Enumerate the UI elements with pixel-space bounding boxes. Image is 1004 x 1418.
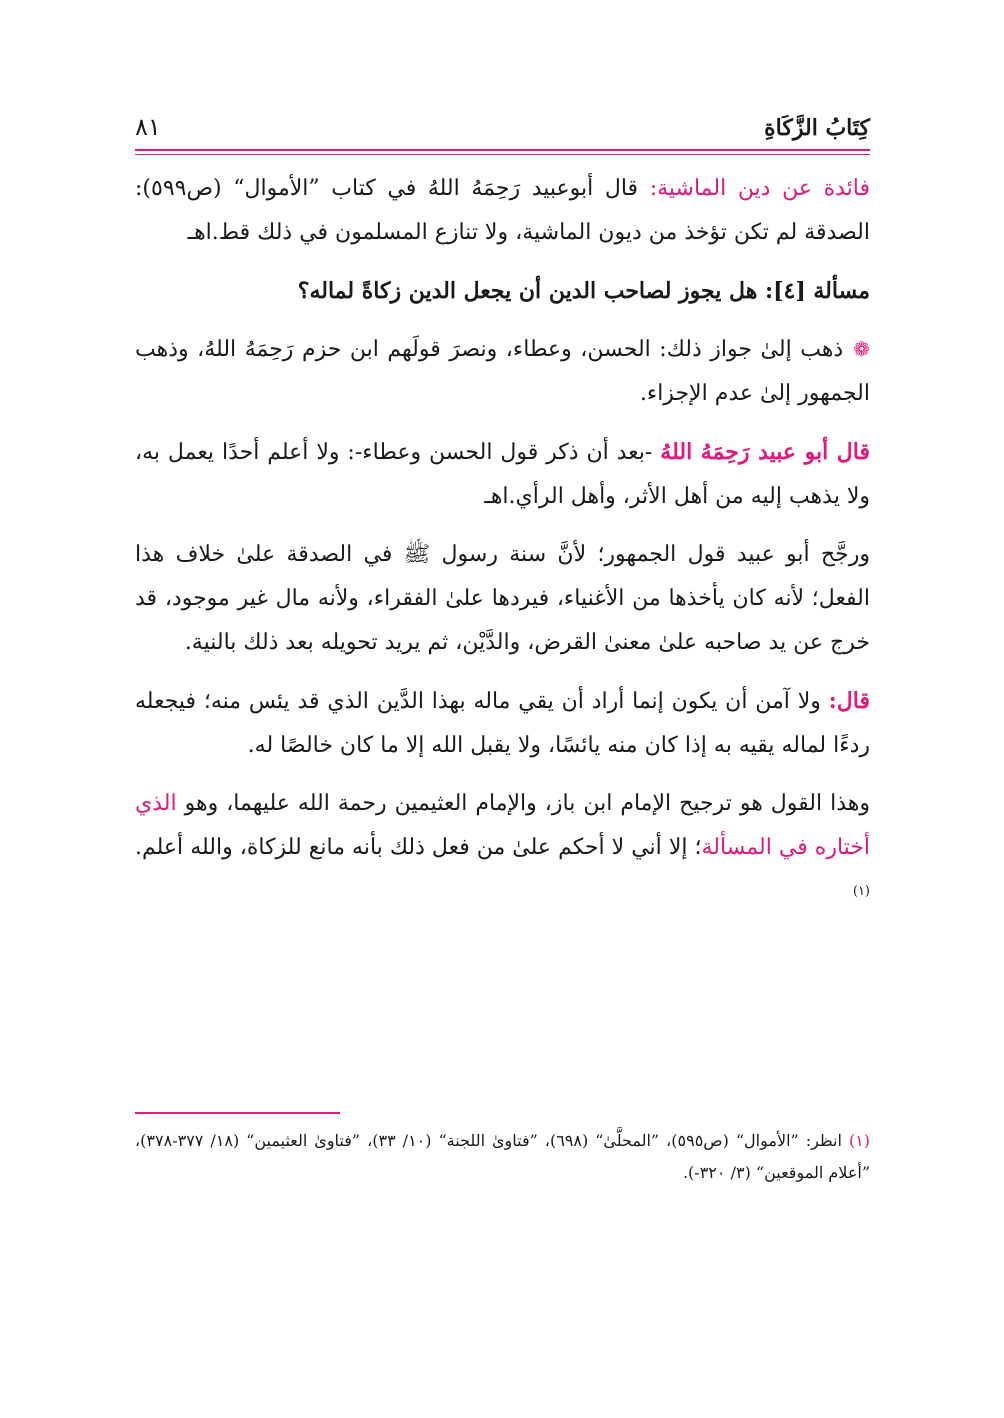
footnote-separator [135, 1112, 340, 1114]
flower-ornament-icon: ❁ [853, 337, 870, 361]
benefit-text: قال أبوعبيد رَحِمَهُ اللهُ في كتاب ”الأموال“ (ص٥٩٩): الصدقة لم تكن تؤخذ من ديون الماشية، ولا تنازع المسلمون في ذلك قط.اهـ [135, 176, 870, 245]
book-page [135, 105, 870, 1305]
page-body [135, 167, 870, 933]
footnotes [135, 1125, 870, 1189]
abu-ubaid-paragraph [135, 430, 870, 519]
tarjih-text: ورجَّح أبو عبيد قول الجمهور؛ لأنَّ سنة رسول ﷺ في الصدقة علىٰ خلاف هذا الفعل؛ لأنه كان يأخذها من الأغنياء، فيردها علىٰ الفقراء، ولأنه مال غير موجود، قد خرج عن يد صاحبه علىٰ معنىٰ القرض، والدَّيْن، ثم يريد تحويله بعد ذلك بالنية. [135, 542, 870, 655]
footnote-reference[interactable]: (١) [852, 884, 870, 899]
opinions-text: ذهب إلىٰ جواز ذلك: الحسن، وعطاء، ونصرَ قولَهم ابن حزم رَحِمَهُ اللهُ، وذهب الجمهور إلىٰ عدم الإجزاء. [135, 337, 870, 406]
conclusion-text-after: ؛ إلا أني لا أحكم علىٰ من فعل ذلك بأنه مانع للزكاة، والله أعلم. [135, 835, 702, 860]
page-number: ٨١ [135, 113, 161, 141]
chapter-title: كِتَابُ الزَّكَاةِ [764, 115, 870, 141]
qala-paragraph [135, 679, 870, 768]
chosen-opinion-highlight: الذي أختاره في المسألة [135, 791, 871, 860]
qala-text: ولا آمن أن يكون إنما أراد أن يقي ماله بهذا الدَّين الذي قد يئس منه؛ فيجعله ردءًا لماله يقيه به إذا كان منه يائسًا، ولا يقبل الله إلا ما كان خالصًا له. [135, 689, 870, 758]
abu-ubaid-text: -بعد أن ذكر قول الحسن وعطاء-: ولا أعلم أحدًا يعمل به، ولا يذهب إليه من أهل الأثر، وأهل الرأي.اهـ [135, 440, 870, 509]
header-rule-thin [135, 154, 870, 155]
conclusion-paragraph [135, 782, 870, 919]
opinions-paragraph [135, 327, 870, 416]
abu-ubaid-label: قال أبو عبيد رَحِمَهُ اللهُ [660, 439, 871, 465]
tarjih-paragraph [135, 533, 870, 665]
page-header [135, 105, 870, 155]
issue-heading [135, 269, 870, 313]
qala-label: قال: [828, 688, 870, 714]
footnote-marker: (١) [848, 1131, 871, 1150]
benefit-label: فائدة عن دين الماشية: [649, 176, 870, 201]
issue-label: مسألة [٤]: [764, 278, 870, 304]
header-rule-thick [135, 149, 870, 151]
conclusion-text-before: وهذا القول هو ترجيح الإمام ابن باز، والإمام العثيمين رحمة الله عليهما، وهو [176, 791, 870, 816]
footnote-text: انظر: ”الأموال“ (ص٥٩٥)، ”المحلَّىٰ“ (٦٩٨)، ”فتاوىٰ اللجنة“ (١٠/ ٣٣)، ”فتاوىٰ العثيمين“ (١٨/ ٣٧٧-٣٧٨)، ”أعلام الموقعين“ (٣/ ٣٢٠-). [135, 1131, 870, 1182]
issue-question: هل يجوز لصاحب الدين أن يجعل الدين زكاةً لماله؟ [297, 278, 765, 304]
benefit-paragraph [135, 167, 870, 255]
